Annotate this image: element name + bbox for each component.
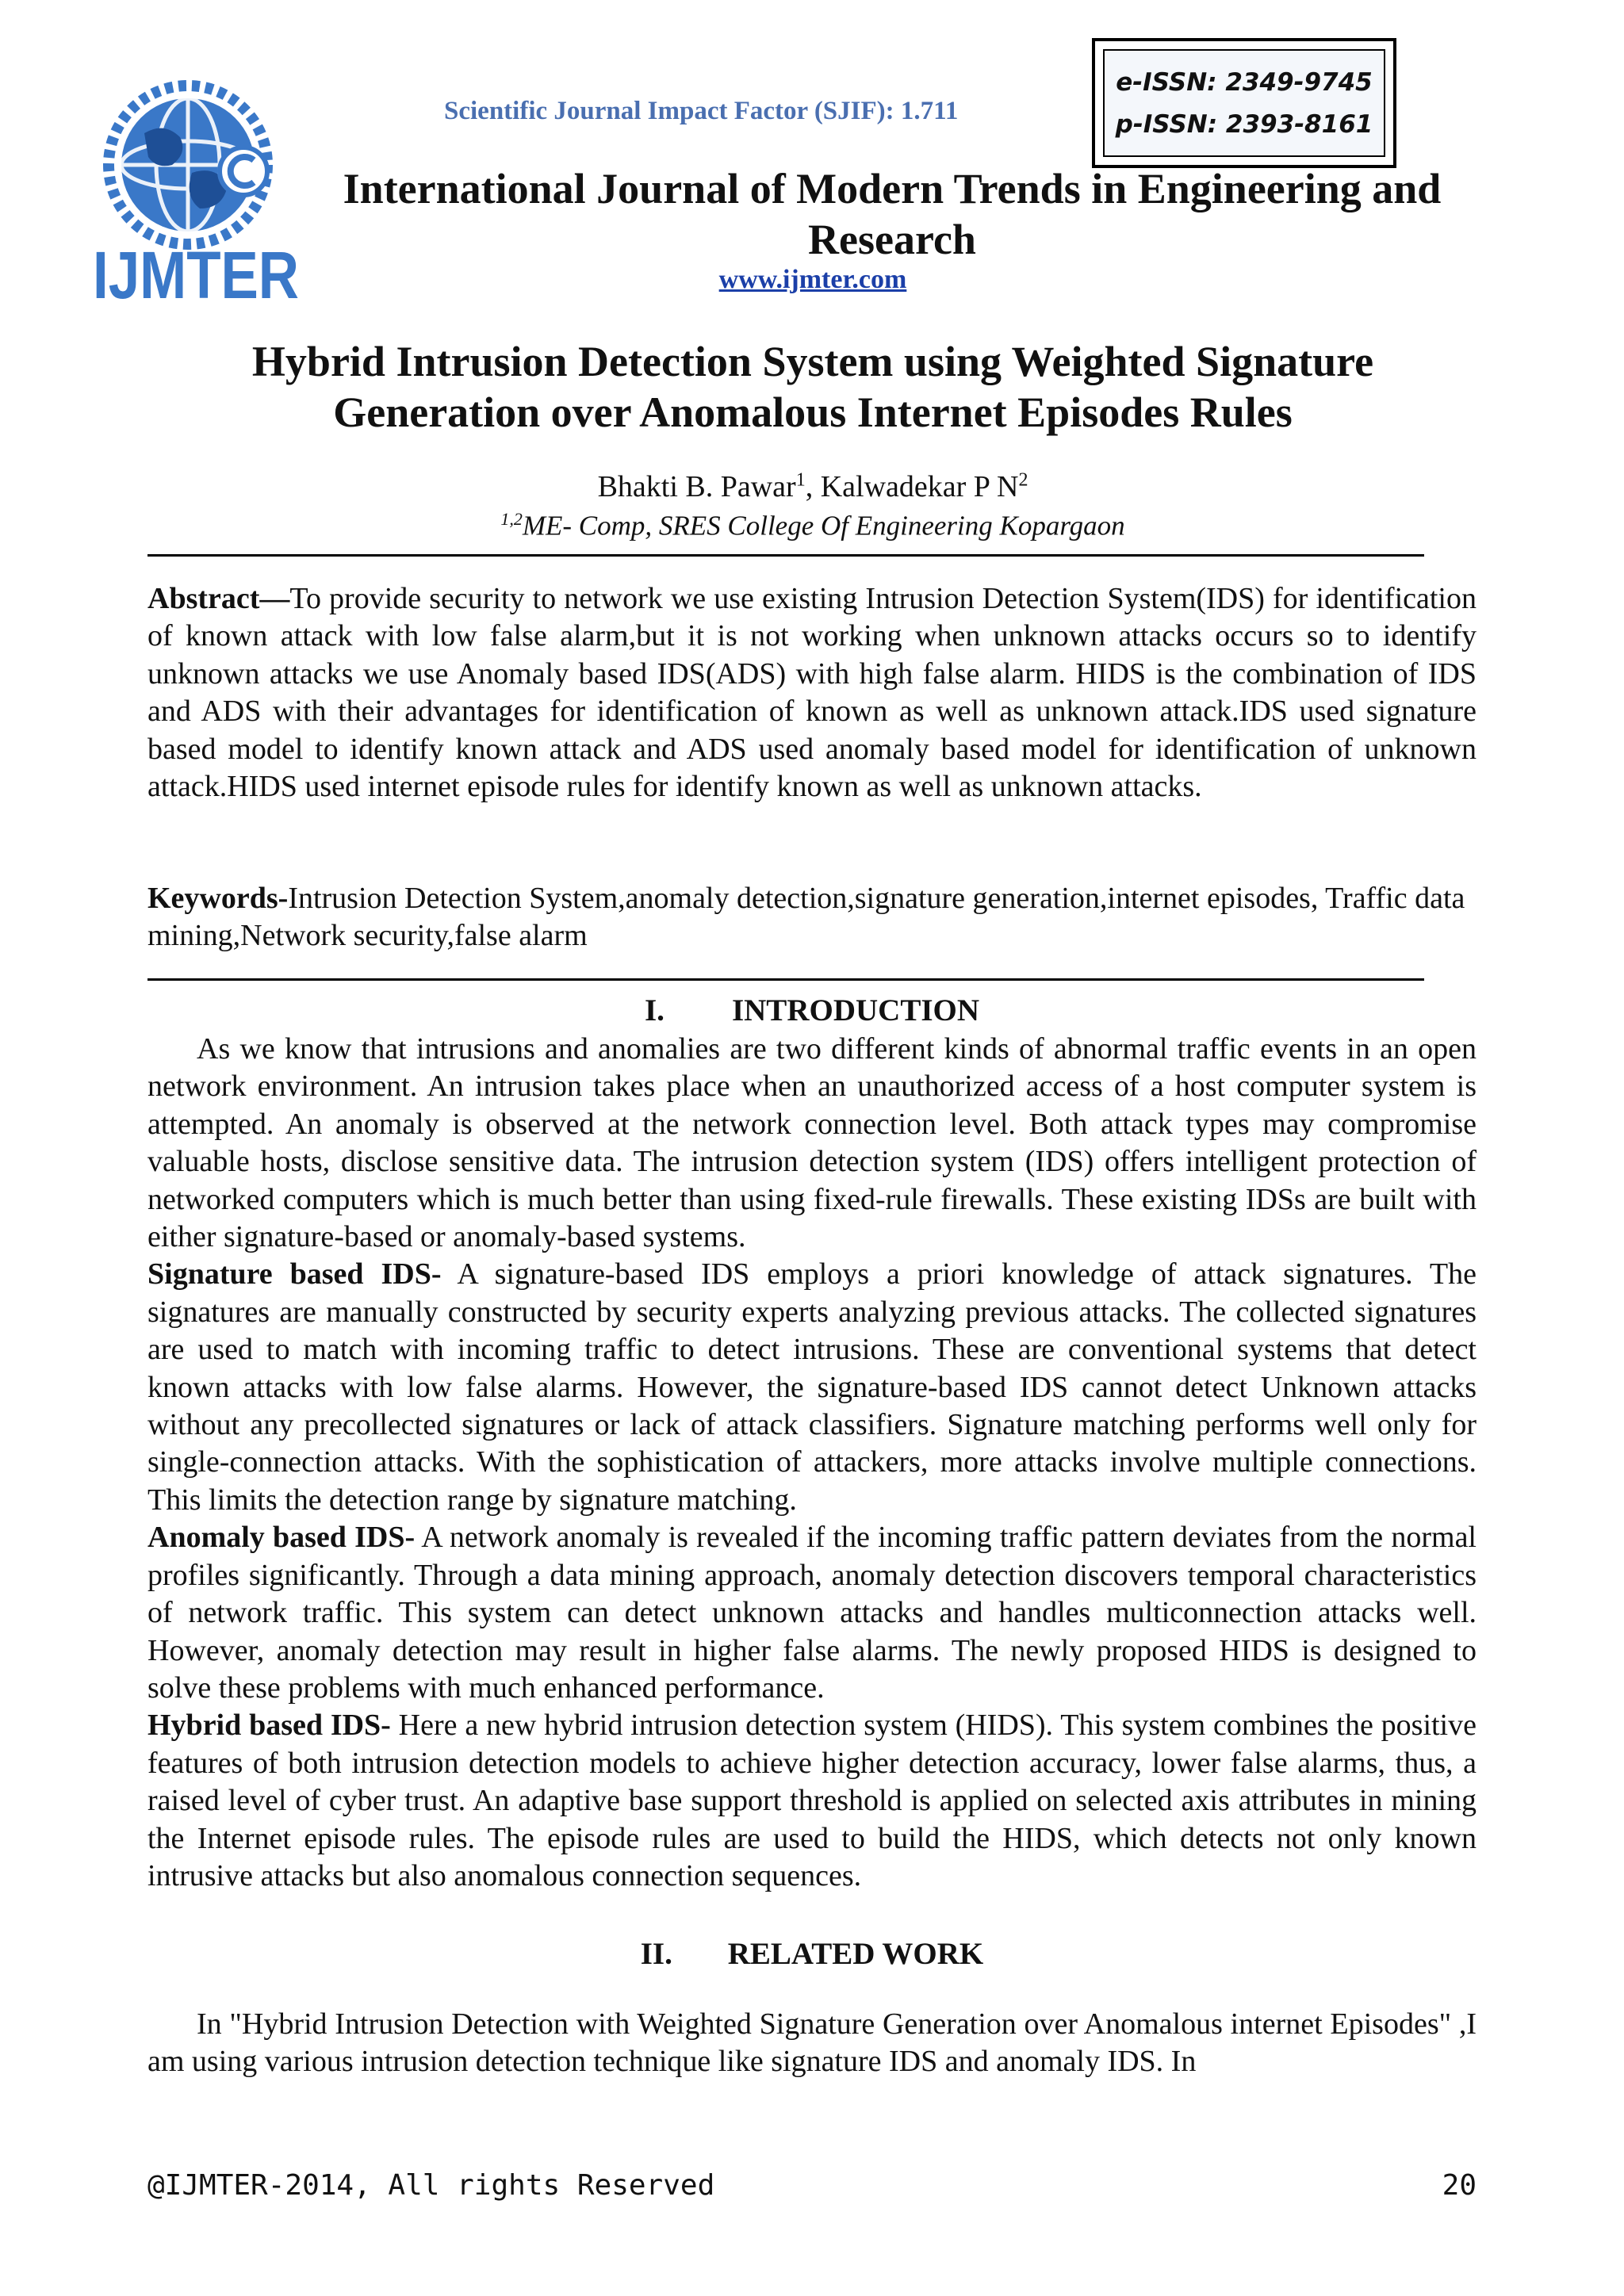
abstract-label: Abstract—	[147, 582, 290, 615]
authors	[317, 469, 1308, 504]
section-heading-introduction	[147, 993, 1477, 1028]
author-1: Bhakti B. Pawar	[597, 470, 796, 503]
author-2: Kalwadekar P N	[820, 470, 1019, 503]
page-number: 20	[1442, 2169, 1477, 2202]
anomaly-ids-label: Anomaly based IDS-	[147, 1521, 416, 1555]
affiliation-sup: 1,2	[500, 509, 523, 529]
globe-logo-icon	[89, 78, 303, 312]
section-heading-related-work	[147, 1936, 1477, 1972]
journal-logo	[89, 78, 303, 312]
divider-bottom	[147, 978, 1424, 981]
journal-url-link[interactable]: www.ijmter.com	[718, 265, 907, 294]
footer-copyright: @IJMTER-2014, All rights Reserved	[147, 2169, 715, 2202]
logo-text: IJMTER	[93, 238, 299, 312]
signature-ids-label: Signature based IDS-	[147, 1257, 442, 1292]
related-work-body	[147, 2006, 1477, 2081]
anomaly-ids-text: A network anomaly is revealed if the incoming traffic pattern deviates from the normal profiles significantly. Through a data mining approach, anomaly detection discovers temporal characteristics of network traffic. This system can detect unknown attacks and handles multiconnection attacks well. However, anomaly detection may result in higher false alarms. The newly proposed HIDS is designed to solve these problems with much enhanced performance.	[147, 1521, 1477, 1705]
hybrid-ids-label: Hybrid based IDS-	[147, 1709, 391, 1743]
issn-box	[1092, 38, 1396, 168]
section-title: RELATED WORK	[727, 1937, 984, 1971]
keywords-label: Keywords-	[147, 882, 289, 915]
divider-top	[147, 554, 1424, 557]
signature-ids-text: A signature-based IDS employs a priori knowledge of attack signatures. The signatures are manually constructed by security experts analyzing previous attacks. The collected signatures are used to match with incoming traffic to detect intrusions. These are conventional systems that detect known attacks with low false alarms. However, the signature-based IDS cannot detect Unknown attacks without any precollected signatures or lack of attack classifiers. Signature matching performs well only for single-connection attacks. With the sophistication of attackers, more attacks involve multiple connections. This limits the detection range by signature matching.	[147, 1257, 1477, 1517]
e-issn: e-ISSN: 2349-9745	[1116, 68, 1373, 97]
issn-box-inner	[1103, 49, 1385, 157]
section-number: I.	[644, 993, 665, 1027]
journal-title: International Journal of Modern Trends in Engineering and Research	[343, 165, 1442, 263]
author-1-sup: 1	[795, 469, 806, 491]
abstract	[147, 580, 1477, 806]
section-number: II.	[640, 1937, 672, 1971]
keywords-text: Intrusion Detection System,anomaly detection,signature generation,internet episodes, Traffic data mining,Network security,false alarm	[147, 882, 1465, 953]
author-2-sup: 2	[1018, 469, 1028, 491]
paper-title: Hybrid Intrusion Detection System using Weighted Signature Generation over Anomalous Internet Episodes Rules	[251, 338, 1374, 436]
section-title: INTRODUCTION	[731, 993, 980, 1027]
related-work-text: In "Hybrid Intrusion Detection with Weighted Signature Generation over Anomalous internet Episodes" ,I am using various intrusion detection technique like signature IDS and anomaly IDS. In	[147, 2007, 1477, 2079]
hybrid-ids-text: Here a new hybrid intrusion detection system (HIDS). This system combines the positive features of both intrusion detection models to achieve higher detection accuracy, lower false alarms, thus, a raised level of cyber trust. An adaptive base support threshold is applied on selected axis attributes in mining the Internet episode rules. The episode rules are used to build the HIDS, which detects not only known intrusive attacks but also anomalous connection sequences.	[147, 1709, 1477, 1892]
abstract-text: To provide security to network we use existing Intrusion Detection System(IDS) for identification of known attack with low false alarm,but it is not working when unknown attacks occurs so to identify unknown attacks we use Anomaly based IDS(ADS) with high false alarm. HIDS is the combination of IDS and ADS with their advantages for identification of known as well as unknown attack.IDS used signature based model to identify known attack and ADS used anomaly based model for identification of unknown attack.HIDS used internet episode rules for identify known as well as unknown attacks.	[147, 582, 1477, 804]
author-separator: ,	[805, 470, 821, 503]
introduction-body	[147, 1031, 1477, 1895]
affiliation	[317, 509, 1308, 542]
affiliation-text: ME- Comp, SRES College Of Engineering Kopargaon	[522, 510, 1125, 541]
intro-paragraph: As we know that intrusions and anomalies are two different kinds of abnormal traffic events in an open network environment. An intrusion takes place when an unauthorized access of a host computer system is attempted. An anomaly is observed at the network connection level. Both attack types may compromise valuable hosts, disclose sensitive data. The intrusion detection system (IDS) offers intelligent protection of networked computers which is much better than using fixed-rule firewalls. These existing IDSs are built with either signature-based or anomaly-based systems.	[147, 1032, 1477, 1254]
p-issn: p-ISSN: 2393-8161	[1115, 110, 1373, 139]
keywords	[147, 880, 1477, 955]
impact-factor: Scientific Journal Impact Factor (SJIF): 1.711	[444, 97, 959, 125]
